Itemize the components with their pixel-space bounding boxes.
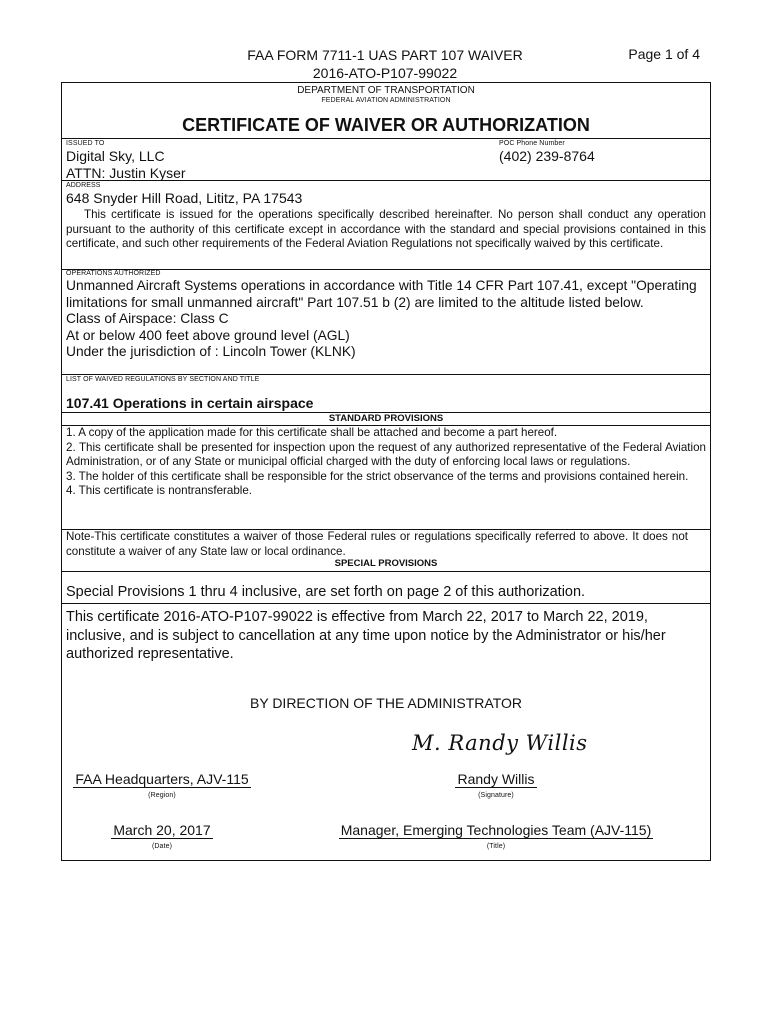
administration-name: FEDERAL AVIATION ADMINISTRATION: [321, 97, 451, 104]
date-label: (Date): [151, 843, 173, 850]
special-provisions-label: SPECIAL PROVISIONS: [334, 558, 438, 569]
divider: [62, 180, 710, 181]
provision-item: 1. A copy of the application made for this certificate shall be attached and become a part hereof.: [66, 426, 558, 439]
address-value: 648 Snyder Hill Road, Lititz, PA 17543: [66, 190, 303, 206]
provision-item: 4. This certificate is nontransferable.: [66, 484, 253, 498]
signature-label: (Signature): [478, 792, 514, 799]
divider: [62, 603, 710, 604]
issued-to-name: Digital Sky, LLC: [66, 148, 165, 164]
waived-regs-label: LIST OF WAIVED REGULATIONS BY SECTION AND TITLE: [66, 376, 260, 383]
effective-paragraph: This certificate 2016-ATO-P107-99022 is effective from March 22, 2017 to March 22, 2019, inclusive, and is subject to cancellation at any time upon notice by the Administrator or his/her authorized representative.: [66, 609, 666, 662]
waived-regs-value: 107.41 Operations in certain airspace: [66, 395, 314, 411]
operations-block: [66, 278, 708, 361]
issued-to-label: ISSUED TO: [66, 140, 105, 147]
date-block: [62, 822, 262, 850]
operations-line: At or below 400 feet above ground level (AGL): [66, 327, 350, 343]
date-value: March 20, 2017: [113, 822, 211, 838]
region-block: [62, 771, 262, 799]
provisions-note: Note-This certificate constitutes a waiver of those Federal rules or regulations specifically referred to above. It does not constitute a waiver of any State law or local ordinance.: [66, 530, 688, 558]
poc-label: POC Phone Number: [499, 140, 565, 147]
signature-block: [396, 771, 596, 799]
title-block: [296, 822, 696, 850]
certificate-title: CERTIFICATE OF WAIVER OR AUTHORIZATION: [182, 115, 590, 135]
region-label: (Region): [148, 792, 176, 799]
address-label: ADDRESS: [66, 182, 101, 189]
standard-provisions-list: [66, 426, 706, 499]
handwritten-signature: M. Randy Willis: [412, 731, 588, 755]
operations-line: Unmanned Aircraft Systems operations in accordance with Title 14 CFR Part 107.41, except "Operating limitations for small unmanned aircraft" Part 107.51 b (2) are limited to the altitude listed below.: [66, 278, 697, 310]
divider: [62, 571, 710, 572]
issued-to-attn: ATTN: Justin Kyser: [66, 165, 186, 181]
direction-text: BY DIRECTION OF THE ADMINISTRATOR: [250, 695, 522, 711]
divider: [62, 374, 710, 375]
operations-line: Class of Airspace: Class C: [66, 311, 229, 326]
certificate-form: [61, 82, 711, 861]
provision-item: 3. The holder of this certificate shall be responsible for the strict observance of the terms and provisions contained herein.: [66, 469, 689, 483]
special-provisions-text: Special Provisions 1 thru 4 inclusive, are set forth on page 2 of this authorization.: [66, 584, 586, 600]
poc-phone: (402) 239-8764: [499, 148, 595, 164]
operations-line: Under the jurisdiction of : Lincoln Tower (KLNK): [66, 344, 356, 359]
form-title: FAA FORM 7711-1 UAS PART 107 WAIVER: [247, 47, 523, 63]
department-name: DEPARTMENT OF TRANSPORTATION: [297, 85, 475, 96]
intro-paragraph: This certificate is issued for the operations specifically described hereinafter. No person shall conduct any operation pursuant to the authority of this certificate except in accordance with the standard and special provisions contained in this certificate, and such other requirements of the Federal Aviation Regulations not specifically waived by this certificate.: [66, 208, 706, 251]
title-label: (Title): [486, 843, 506, 850]
standard-provisions-label: STANDARD PROVISIONS: [328, 413, 444, 424]
waiver-number: 2016-ATO-P107-99022: [312, 65, 458, 81]
page-number: Page 1 of 4: [628, 46, 700, 62]
region-value: FAA Headquarters, AJV-115: [75, 771, 249, 787]
divider: [62, 138, 710, 139]
provision-item: 2. This certificate shall be presented for inspection upon the request of any authorized representative of the Federal Aviation Administration, or of any State or municipal official charged with the duty of enforcing local laws or regulations.: [66, 440, 706, 469]
signature-name: Randy Willis: [457, 771, 535, 787]
operations-label: OPERATIONS AUTHORIZED: [66, 270, 161, 277]
title-value: Manager, Emerging Technologies Team (AJV-115): [340, 822, 652, 838]
